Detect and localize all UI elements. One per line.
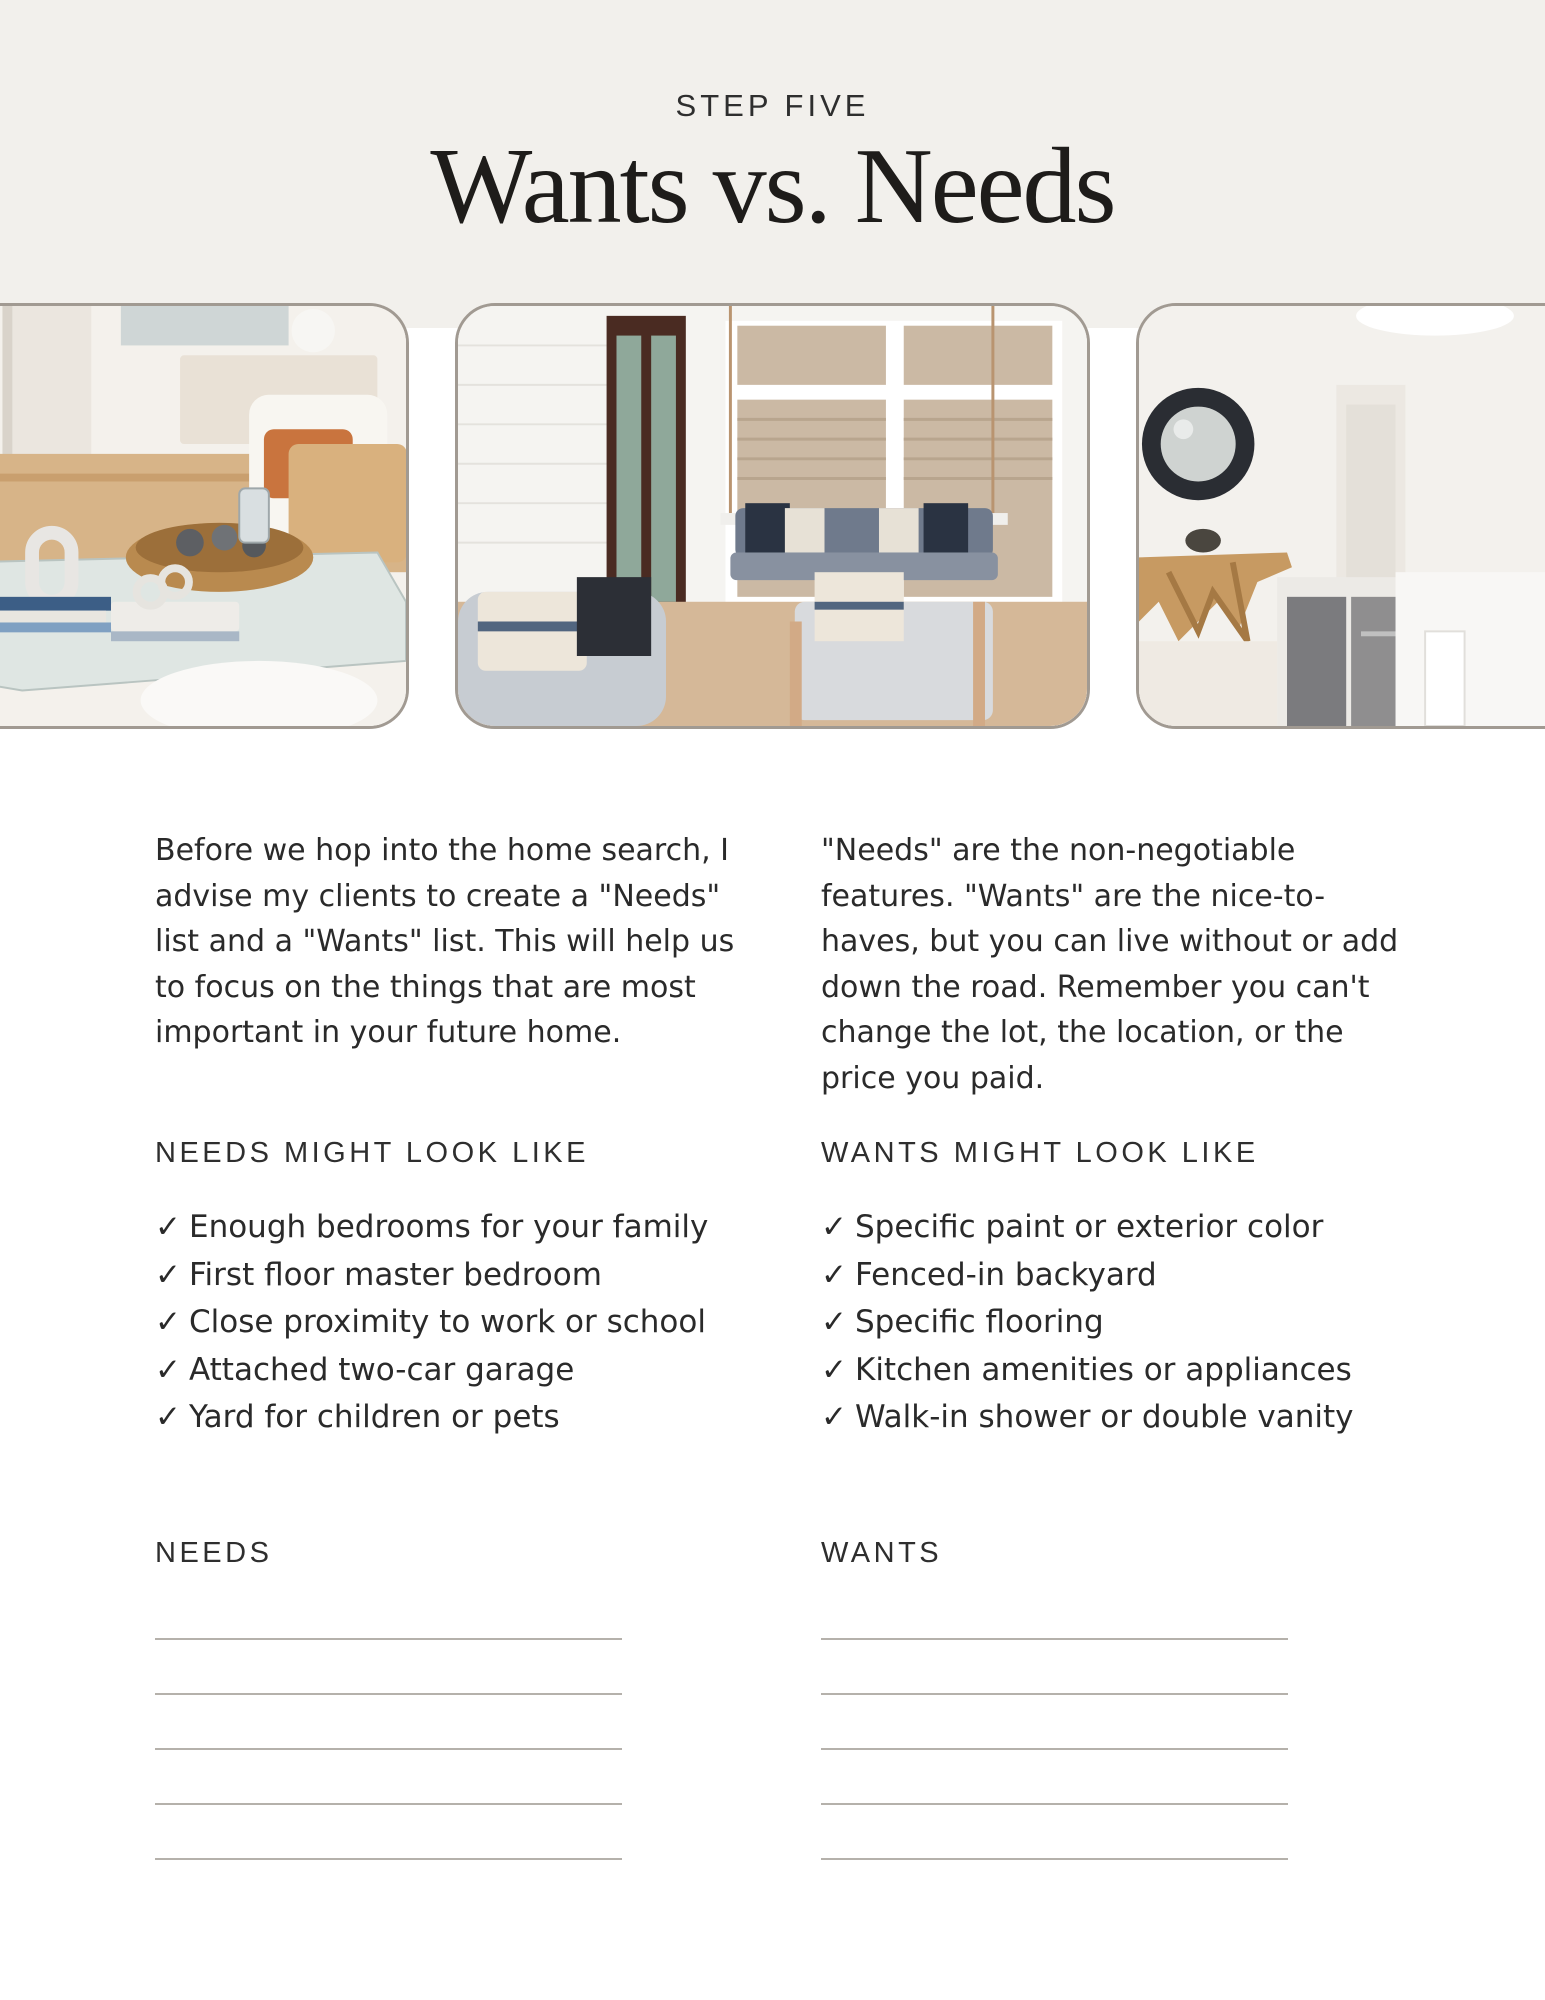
- needs-write-lines: [155, 1638, 622, 1913]
- check-icon: ✓: [155, 1209, 181, 1245]
- photo-entry: [1136, 303, 1545, 729]
- needs-write-line[interactable]: [155, 1803, 622, 1805]
- check-icon: ✓: [821, 1209, 847, 1245]
- list-item: [155, 1299, 755, 1347]
- list-item: [821, 1347, 1421, 1395]
- wants-write-line[interactable]: [821, 1693, 1288, 1695]
- needs-examples-heading: NEEDS MIGHT LOOK LIKE: [155, 1137, 589, 1169]
- wants-example-text: Kitchen amenities or appliances: [854, 1351, 1352, 1388]
- check-icon: ✓: [821, 1399, 847, 1435]
- porch-illustration: [458, 306, 1087, 726]
- wants-example-text: Walk-in shower or double vanity: [854, 1399, 1354, 1435]
- intro-right-text: "Needs" are the non-negotiable features. "Wants" are the nice-to-haves, but you can live without or add down the road. Remember you can't change the lot, the location, or the price you paid.: [821, 833, 1399, 1096]
- photo-living-room: [0, 303, 409, 729]
- list-item: [155, 1204, 755, 1252]
- intro-left: [155, 828, 755, 1056]
- check-icon: ✓: [155, 1399, 181, 1435]
- intro-right: [821, 828, 1421, 1101]
- list-item: [155, 1394, 755, 1442]
- check-icon: ✓: [155, 1256, 181, 1293]
- check-icon: ✓: [155, 1304, 181, 1340]
- wants-examples-heading: WANTS MIGHT LOOK LIKE: [821, 1137, 1259, 1169]
- check-icon: ✓: [155, 1351, 181, 1388]
- wants-write-lines: [821, 1638, 1288, 1913]
- needs-list-heading: NEEDS: [155, 1537, 273, 1569]
- wants-write-line[interactable]: [821, 1803, 1288, 1805]
- needs-example-text: Yard for children or pets: [188, 1399, 560, 1435]
- list-item: [155, 1252, 755, 1300]
- entry-illustration: [1139, 306, 1545, 726]
- wants-example-text: Fenced-in backyard: [854, 1256, 1157, 1293]
- check-icon: ✓: [821, 1351, 847, 1388]
- list-item: [821, 1252, 1421, 1300]
- living-room-illustration: [0, 306, 406, 726]
- needs-write-line[interactable]: [155, 1638, 622, 1640]
- check-icon: ✓: [821, 1256, 847, 1293]
- list-item: [155, 1347, 755, 1395]
- wants-write-line[interactable]: [821, 1748, 1288, 1750]
- needs-example-text: First floor master bedroom: [188, 1256, 602, 1293]
- check-icon: ✓: [821, 1304, 847, 1340]
- wants-write-line[interactable]: [821, 1638, 1288, 1640]
- photo-porch: [455, 303, 1090, 729]
- list-item: [821, 1204, 1421, 1252]
- needs-example-text: Enough bedrooms for your family: [188, 1209, 709, 1245]
- needs-examples-list: [155, 1204, 755, 1442]
- list-item: [821, 1394, 1421, 1442]
- wants-list-heading: WANTS: [821, 1537, 943, 1569]
- page-title: Wants vs. Needs: [430, 127, 1115, 246]
- wants-example-text: Specific flooring: [854, 1304, 1104, 1340]
- step-label: STEP FIVE: [675, 88, 870, 123]
- list-item: [821, 1299, 1421, 1347]
- needs-write-line[interactable]: [155, 1748, 622, 1750]
- intro-left-text: Before we hop into the home search, I advise my clients to create a "Needs" list and a "Wants" list. This will help us to focus on the things that are most important in your future home.: [155, 833, 735, 1050]
- wants-examples-list: [821, 1204, 1421, 1442]
- needs-write-line[interactable]: [155, 1693, 622, 1695]
- needs-example-text: Attached two-car garage: [188, 1351, 575, 1388]
- needs-example-text: Close proximity to work or school: [188, 1304, 706, 1340]
- wants-example-text: Specific paint or exterior color: [854, 1209, 1324, 1245]
- wants-write-line[interactable]: [821, 1858, 1288, 1860]
- needs-write-line[interactable]: [155, 1858, 622, 1860]
